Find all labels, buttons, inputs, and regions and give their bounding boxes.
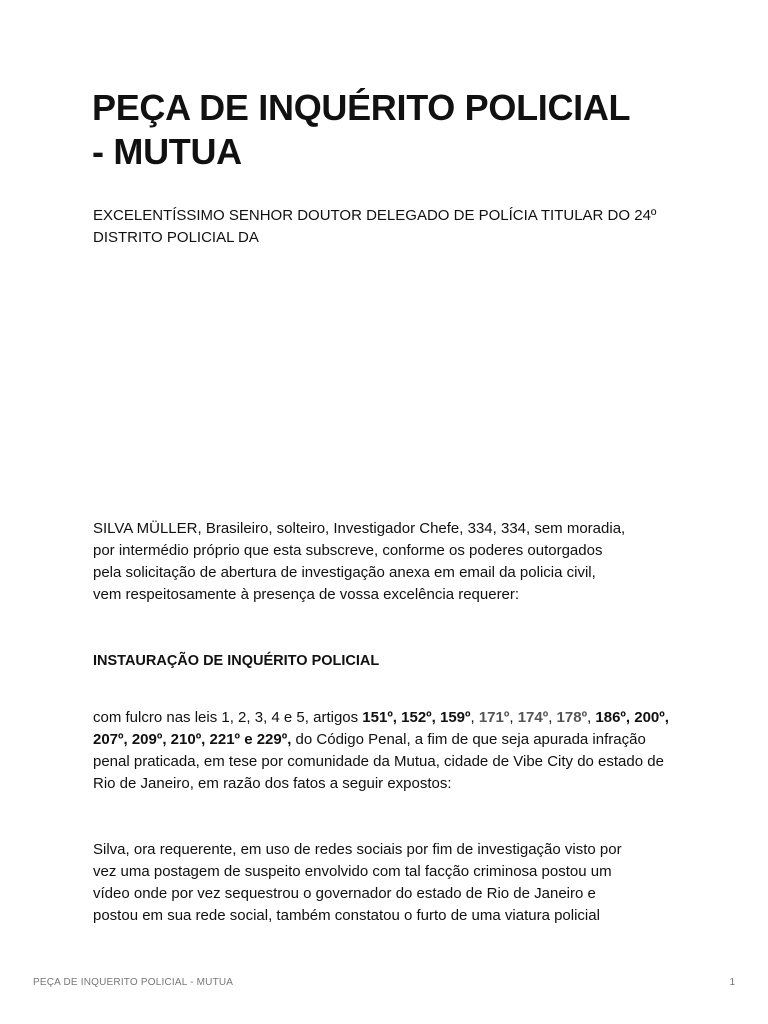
addressee <box>93 205 693 249</box>
intro-line-2: por intermédio próprio que esta subscreve, conforme os poderes outorgados <box>93 542 603 559</box>
legal-basis-paragraph <box>93 707 683 795</box>
section-heading: INSTAURAÇÃO DE INQUÉRITO POLICIAL <box>93 653 380 669</box>
separator-4: , <box>587 709 596 726</box>
intro-paragraph <box>93 518 693 606</box>
footer-document-name: PEÇA DE INQUERITO POLICIAL - MUTUA <box>33 977 234 988</box>
intro-line-1: SILVA MÜLLER, Brasileiro, solteiro, Investigador Chefe, 334, 334, sem moradia, <box>93 520 626 537</box>
articles-group-a: 151º, 152º, 159º <box>362 709 471 726</box>
title-line-2: - MUTUA <box>92 131 242 172</box>
addressee-line-1: EXCELENTÍSSIMO SENHOR DOUTOR DELEGADO DE POLÍCIA TITULAR DO 24º <box>93 207 657 224</box>
articles-group-b: 186º, 200º, 207º, 209º, 210º, 221º e 229º, <box>93 709 669 748</box>
facts-paragraph <box>93 839 693 927</box>
facts-line-3: vídeo onde por vez sequestrou o governador do estado de Rio de Janeiro e <box>93 885 596 902</box>
separator-1: , <box>470 709 479 726</box>
paragraph1-suffix: do Código Penal, a fim de que seja apurada infração penal praticada, em tese por comunidade da Mutua, cidade de Vibe City do estado de Rio de Janeiro, em razão dos fatos a seguir expostos: <box>93 731 664 792</box>
intro-line-3: pela solicitação de abertura de investigação anexa em email da policia civil, <box>93 564 596 581</box>
article-171: 171º <box>478 709 510 726</box>
separator-3: , <box>548 709 557 726</box>
addressee-line-2: DISTRITO POLICIAL DA <box>93 229 259 246</box>
facts-line-4: postou em sua rede social, também constatou o furto de uma viatura policial <box>93 907 600 924</box>
paragraph1-prefix: com fulcro nas leis 1, 2, 3, 4 e 5, artigos <box>93 709 363 726</box>
document-title <box>92 86 692 174</box>
facts-line-2: vez uma postagem de suspeito envolvido com tal facção criminosa postou um <box>93 863 612 880</box>
footer-page-number: 1 <box>729 977 735 988</box>
separator-2: , <box>509 709 518 726</box>
article-178: 178º <box>556 709 588 726</box>
facts-line-1: Silva, ora requerente, em uso de redes sociais por fim de investigação visto por <box>93 841 622 858</box>
intro-line-4: vem respeitosamente à presença de vossa excelência requerer: <box>93 586 520 603</box>
title-line-1: PEÇA DE INQUÉRITO POLICIAL <box>92 87 631 128</box>
article-174: 174º <box>517 709 549 726</box>
